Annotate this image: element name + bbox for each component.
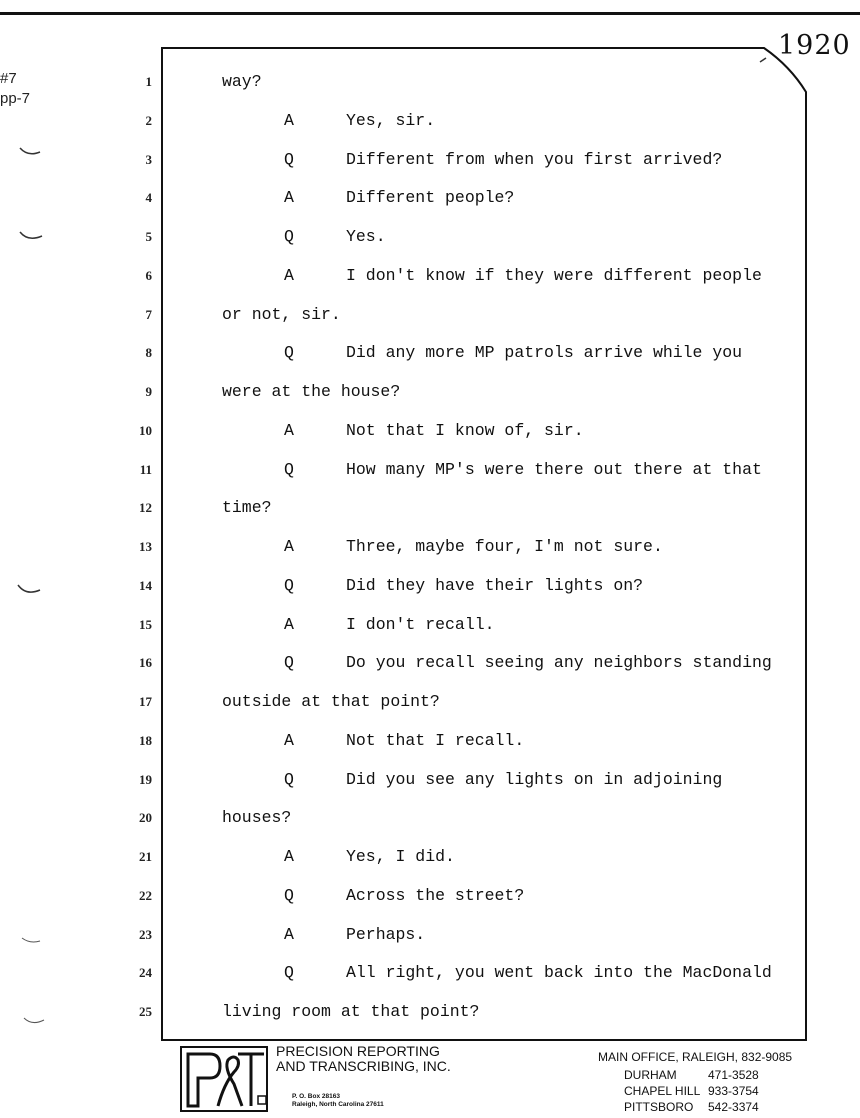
testimony-text: All right, you went back into the MacDonald (346, 963, 772, 983)
testimony-text: were at the house? (222, 382, 401, 401)
testimony-text: Three, maybe four, I'm not sure. (346, 537, 663, 556)
scan-mark (20, 232, 42, 238)
line-number: 12 (139, 500, 152, 516)
line-number: 7 (145, 306, 152, 322)
testimony-text: Do you recall seeing any neighbors standing (346, 653, 772, 673)
office-phone: 542-3374 (708, 1100, 759, 1114)
testimony-text: I don't recall. (346, 614, 495, 634)
line-number: 18 (139, 732, 152, 748)
speaker-label: Q (284, 149, 294, 169)
testimony-text: Did any more MP patrols arrive while you (346, 343, 743, 363)
margin-note-exhibit: #7 (0, 70, 17, 87)
line-number: 4 (145, 190, 152, 206)
speaker-label: Q (284, 575, 294, 595)
testimony-text: houses? (222, 808, 292, 828)
scan-mark (24, 1018, 44, 1023)
testimony-text: Yes. (346, 227, 386, 246)
line-number: 21 (139, 849, 152, 864)
line-number: 1 (145, 74, 152, 89)
speaker-label: A (284, 537, 294, 556)
testimony-text: I don't know if they were different people (346, 265, 762, 285)
scan-mark (22, 938, 40, 942)
speaker-label: Q (284, 769, 294, 789)
testimony-text: or not, sir. (222, 304, 341, 324)
line-number: 14 (139, 577, 152, 593)
speaker-label: A (284, 847, 294, 866)
office-phone: 933-3754 (708, 1084, 759, 1098)
office-city: PITTSBORO (624, 1100, 694, 1114)
line-number: 25 (139, 1004, 152, 1019)
line-number: 17 (139, 694, 152, 709)
scan-mark (760, 58, 766, 62)
line-number: 6 (145, 267, 152, 283)
company-line-2: AND TRANSCRIBING, INC. (276, 1058, 451, 1074)
address-line-1: P. O. Box 28163 (292, 1093, 340, 1100)
company-line-1: PRECISION REPORTING (276, 1043, 440, 1059)
office-city: CHAPEL HILL (624, 1084, 701, 1098)
office-phone: 471-3528 (708, 1068, 759, 1082)
line-number: 10 (139, 422, 152, 438)
speaker-label: A (284, 924, 294, 944)
line-number: 11 (139, 461, 152, 477)
line-number: 16 (139, 655, 152, 671)
scan-mark (18, 585, 40, 592)
speaker-label: A (284, 188, 294, 208)
testimony-text: Not that I know of, sir. (346, 420, 584, 440)
speaker-label: Q (284, 963, 294, 983)
company-name (276, 1044, 451, 1074)
testimony-text: Did you see any lights on in adjoining (346, 769, 723, 789)
line-number: 13 (139, 539, 152, 554)
testimony-text: living room at that point? (222, 1002, 480, 1021)
testimony-text: How many MP's were there out there at that (346, 459, 762, 479)
speaker-label: A (284, 110, 294, 130)
office-city: DURHAM (624, 1068, 677, 1082)
line-number: 24 (139, 965, 152, 981)
speaker-label: Q (284, 653, 294, 673)
line-number: 8 (145, 345, 152, 361)
testimony-text: Different people? (346, 188, 515, 208)
testimony-text: Yes, sir. (346, 110, 436, 130)
speaker-label: Q (284, 343, 294, 363)
speaker-label: A (284, 730, 294, 750)
page-number: 1920 (778, 30, 851, 61)
speaker-label: Q (284, 885, 294, 905)
testimony-text: Different from when you first arrived? (346, 149, 723, 169)
line-number: 3 (145, 151, 152, 167)
pt-logo-icon (178, 1044, 274, 1114)
line-number: 15 (139, 616, 152, 632)
line-number: 20 (139, 810, 152, 826)
speaker-label: Q (284, 459, 294, 479)
testimony-text: Across the street? (346, 885, 525, 905)
speaker-label: A (284, 420, 294, 440)
speaker-label: A (284, 265, 294, 285)
margin-note-pages: pp-7 (0, 90, 31, 107)
address-line-2: Raleigh, North Carolina 27611 (292, 1101, 384, 1108)
line-number: 2 (145, 112, 152, 128)
testimony-text: Yes, I did. (346, 847, 455, 866)
line-number: 9 (145, 384, 152, 399)
testimony-text: way? (222, 72, 262, 91)
testimony-text: outside at that point? (222, 692, 440, 711)
line-number: 5 (145, 229, 152, 244)
scan-mark (20, 148, 40, 154)
testimony-text: Perhaps. (346, 924, 426, 944)
line-number: 22 (139, 887, 152, 903)
testimony-text: time? (222, 498, 272, 518)
speaker-label: Q (284, 227, 294, 246)
speaker-label: A (284, 614, 294, 634)
main-office: MAIN OFFICE, RALEIGH, 832-9085 (598, 1050, 793, 1064)
line-number: 23 (139, 926, 152, 942)
testimony-text: Did they have their lights on? (346, 575, 644, 595)
company-address (292, 1093, 384, 1109)
testimony-text: Not that I recall. (346, 730, 525, 750)
line-number: 19 (139, 771, 152, 787)
